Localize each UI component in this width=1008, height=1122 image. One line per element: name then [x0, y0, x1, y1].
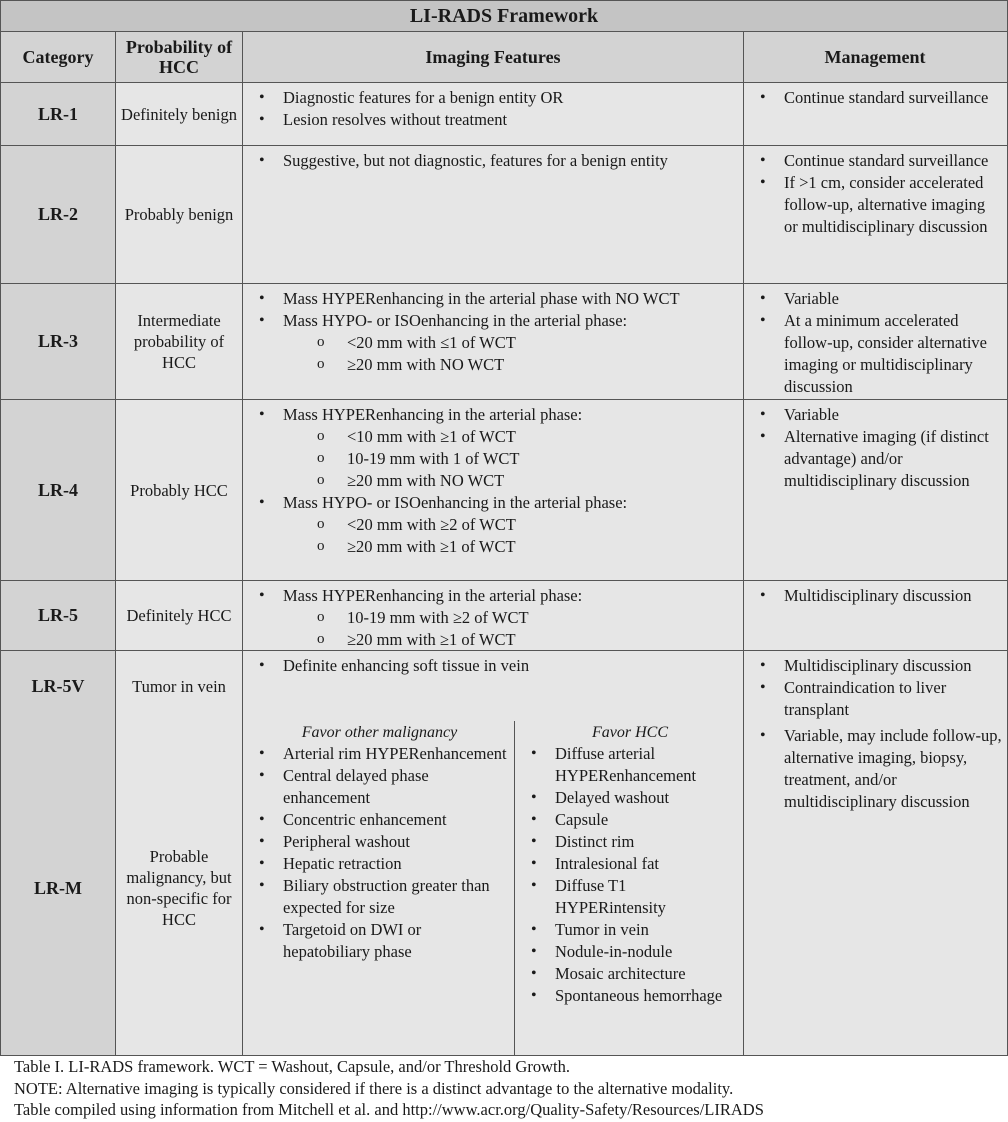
list-item: • Hepatic retraction	[251, 853, 508, 875]
feature-item: • Mass HYPO- or ISOenhancing in the arterial phase:	[251, 310, 737, 332]
list-item: • Concentric enhancement	[251, 809, 508, 831]
feature-subitem: o <20 mm with ≥2 of WCT	[251, 514, 737, 536]
category-cell: LR-4	[1, 400, 116, 580]
features-cell	[243, 651, 744, 721]
table-row-lr-4	[1, 400, 1007, 581]
management-item: • If >1 cm, consider accelerated follow-up, alternative imaging or multidisciplinary discussion	[752, 172, 1002, 238]
management-item: • Multidisciplinary discussion	[752, 585, 1002, 607]
feature-subitem: o ≥20 mm with ≥1 of WCT	[251, 629, 737, 651]
features-list	[251, 655, 737, 677]
favor-hcc-list	[523, 743, 737, 1007]
feature-subitem: o 10-19 mm with ≥2 of WCT	[251, 607, 737, 629]
table-row-lr-3	[1, 284, 1007, 400]
table-body	[1, 83, 1007, 721]
management-item: • Multidisciplinary discussion	[752, 655, 1002, 677]
caption-line: Table I. LI-RADS framework. WCT = Washout, Capsule, and/or Threshold Growth.	[14, 1057, 570, 1076]
probability-cell: Definitely benign	[116, 83, 243, 145]
features-cell	[243, 83, 744, 145]
header-category: Category	[1, 32, 116, 82]
category-cell: LR-5V	[1, 651, 116, 721]
favor-hcc-column	[515, 721, 743, 1055]
feature-subitem: o 10-19 mm with 1 of WCT	[251, 448, 737, 470]
caption-line: NOTE: Alternative imaging is typically considered if there is a distinct advantage to the alternative modality.	[14, 1078, 734, 1098]
table-caption	[14, 1056, 764, 1121]
list-item: • Diffuse T1 HYPERintensity	[523, 875, 737, 919]
feature-item: • Mass HYPO- or ISOenhancing in the arterial phase:	[251, 492, 737, 514]
list-item: • Delayed washout	[523, 787, 737, 809]
favor-other-list	[251, 743, 508, 963]
category-cell: LR-2	[1, 146, 116, 283]
management-item: • Alternative imaging (if distinct advantage) and/or multidisciplinary discussion	[752, 426, 1002, 492]
management-cell	[744, 146, 1006, 283]
list-item: • Nodule-in-nodule	[523, 941, 737, 963]
table-row-lr-m	[1, 721, 1007, 1055]
feature-subitem: o ≥20 mm with NO WCT	[251, 354, 737, 376]
features-cell	[243, 146, 744, 283]
management-list	[752, 404, 1002, 492]
features-list	[251, 404, 737, 558]
management-item: • Continue standard surveillance	[752, 150, 1002, 172]
features-cell	[243, 721, 744, 1055]
management-item: • At a minimum accelerated follow-up, consider alternative imaging or multidisciplinary discussion	[752, 310, 1002, 398]
caption-line: Table compiled using information from Mitchell et al. and http://www.acr.org/Quality-Safety/Resources/LIRADS	[14, 1100, 764, 1119]
management-cell	[744, 83, 1006, 145]
features-list	[251, 288, 737, 376]
feature-subitem: o <10 mm with ≥1 of WCT	[251, 426, 737, 448]
feature-subitem: o <20 mm with ≤1 of WCT	[251, 332, 737, 354]
feature-item: • Mass HYPERenhancing in the arterial phase:	[251, 585, 737, 607]
management-cell	[744, 581, 1006, 650]
probability-cell: Definitely HCC	[116, 581, 243, 650]
list-item: • Diffuse arterial HYPERenhancement	[523, 743, 737, 787]
probability-cell: Tumor in vein	[116, 651, 243, 721]
management-item: • Variable	[752, 288, 1002, 310]
feature-item: • Mass HYPERenhancing in the arterial phase with NO WCT	[251, 288, 737, 310]
table-row-lr-5	[1, 581, 1007, 651]
management-list	[752, 655, 1002, 721]
list-item: • Tumor in vein	[523, 919, 737, 941]
favor-other-title: Favor other malignancy	[301, 724, 458, 741]
list-item: • Peripheral washout	[251, 831, 508, 853]
category-cell: LR-M	[1, 721, 116, 1055]
probability-cell: Probably HCC	[116, 400, 243, 580]
feature-item: • Lesion resolves without treatment	[251, 109, 737, 131]
list-item: • Intralesional fat	[523, 853, 737, 875]
list-item: • Mosaic architecture	[523, 963, 737, 985]
header-features: Imaging Features	[243, 32, 744, 82]
features-cell	[243, 581, 744, 650]
feature-item: • Suggestive, but not diagnostic, features for a benign entity	[251, 150, 737, 172]
probability-cell: Probable malignancy, but non-specific for HCC	[116, 721, 243, 1055]
list-item: • Central delayed phase enhancement	[251, 765, 508, 809]
features-list	[251, 87, 737, 131]
feature-item: • Diagnostic features for a benign entity OR	[251, 87, 737, 109]
management-list	[752, 87, 1002, 109]
features-list	[251, 150, 737, 172]
feature-item: • Mass HYPERenhancing in the arterial phase:	[251, 404, 737, 426]
features-cell	[243, 284, 744, 399]
list-item: • Targetoid on DWI or hepatobiliary phase	[251, 919, 508, 963]
table-title: LI-RADS Framework	[1, 1, 1007, 32]
feature-subitem: o ≥20 mm with NO WCT	[251, 470, 737, 492]
table-row-lr-5v	[1, 651, 1007, 721]
management-cell	[744, 651, 1006, 721]
probability-cell: Probably benign	[116, 146, 243, 283]
feature-item: • Definite enhancing soft tissue in vein	[251, 655, 737, 677]
favor-other-column	[243, 721, 515, 1055]
table-row-lr-1	[1, 83, 1007, 146]
category-cell: LR-5	[1, 581, 116, 650]
management-list	[752, 288, 1002, 398]
management-cell	[744, 400, 1006, 580]
management-cell	[744, 721, 1006, 1055]
management-list	[752, 725, 1002, 813]
list-item: • Spontaneous hemorrhage	[523, 985, 737, 1007]
category-cell: LR-3	[1, 284, 116, 399]
management-item: • Continue standard surveillance	[752, 87, 1002, 109]
management-item: • Variable	[752, 404, 1002, 426]
management-item: • Contraindication to liver transplant	[752, 677, 1002, 721]
features-cell	[243, 400, 744, 580]
management-list	[752, 585, 1002, 607]
management-list	[752, 150, 1002, 238]
header-probability: Probability of HCC	[116, 32, 243, 82]
category-cell: LR-1	[1, 83, 116, 145]
list-item: • Capsule	[523, 809, 737, 831]
management-cell	[744, 284, 1006, 399]
list-item: • Arterial rim HYPERenhancement	[251, 743, 508, 765]
list-item: • Distinct rim	[523, 831, 737, 853]
probability-cell: Intermediate probability of HCC	[116, 284, 243, 399]
favor-hcc-title: Favor HCC	[592, 724, 668, 741]
header-management: Management	[744, 32, 1006, 82]
list-item: • Biliary obstruction greater than expected for size	[251, 875, 508, 919]
table-row-lr-2	[1, 146, 1007, 284]
features-list	[251, 585, 737, 651]
header-row	[1, 32, 1007, 83]
feature-subitem: o ≥20 mm with ≥1 of WCT	[251, 536, 737, 558]
management-item: • Variable, may include follow-up, alternative imaging, biopsy, treatment, and/or multidisciplinary discussion	[752, 725, 1002, 813]
